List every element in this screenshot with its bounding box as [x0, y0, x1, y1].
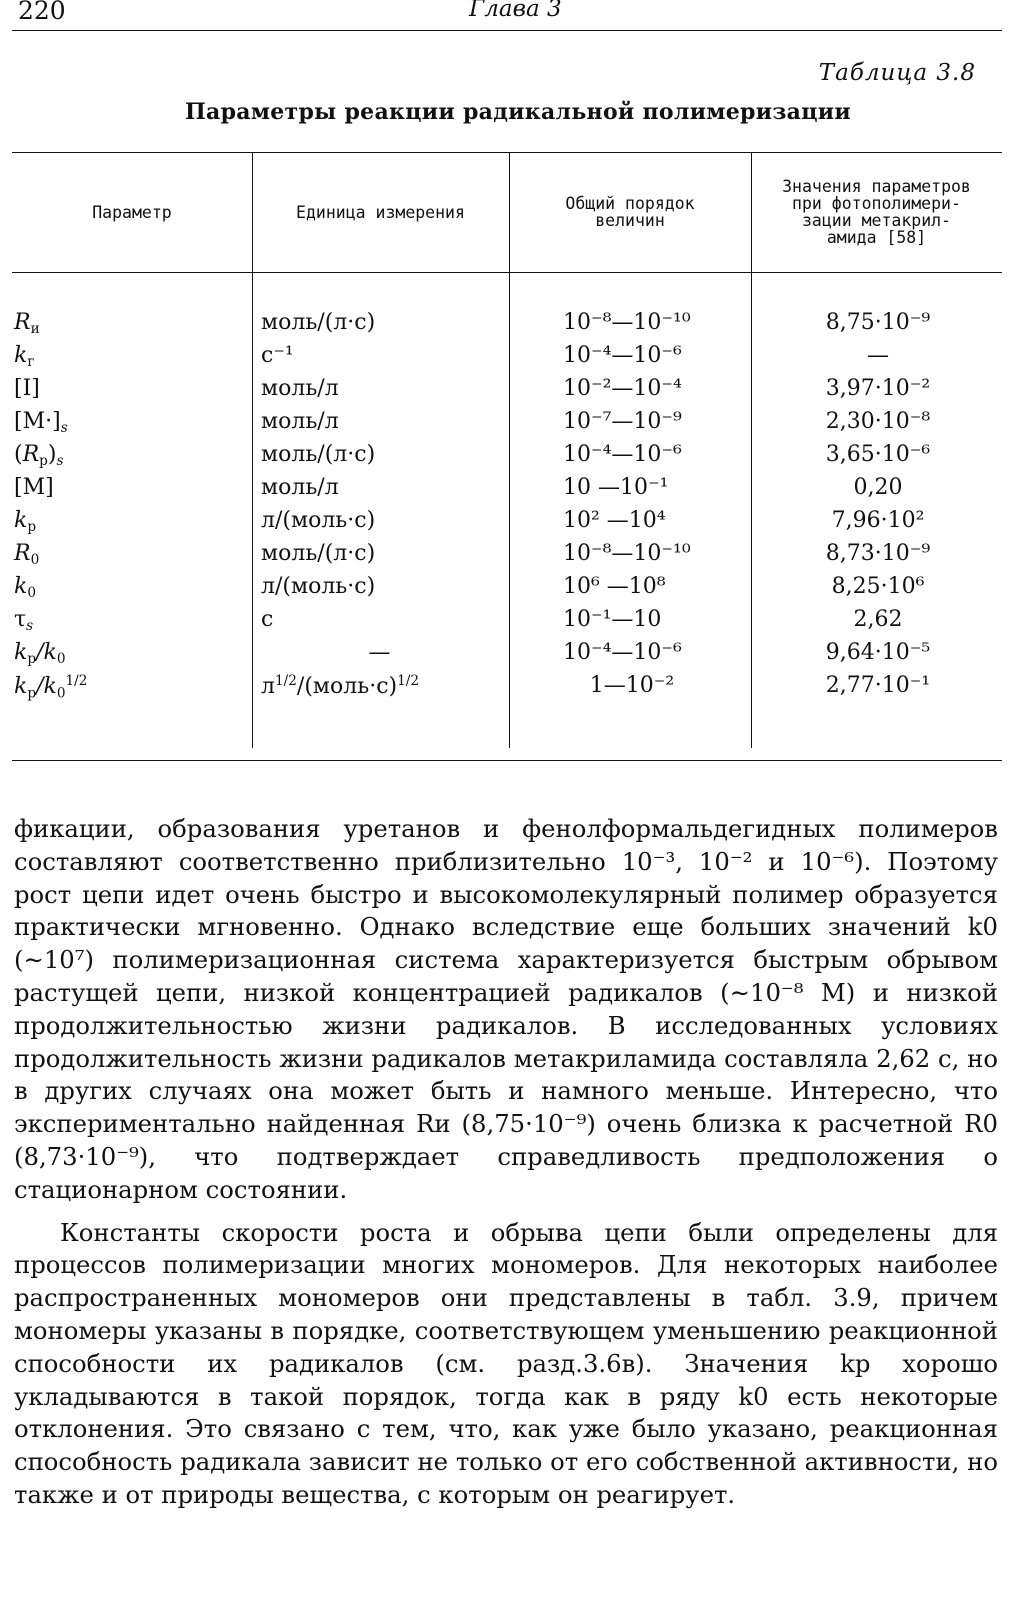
- order-cell: 10 —10⁻¹: [563, 475, 669, 500]
- unit-cell: —: [368, 640, 391, 665]
- unit-cell: моль/(л·с): [261, 310, 376, 335]
- param-cell: $k_г$: [14, 343, 35, 371]
- order-cell: 10⁶ —10⁸: [563, 574, 666, 599]
- order-cell: 10⁻⁴—10⁻⁶: [563, 343, 682, 368]
- page-number: 220: [18, 0, 66, 25]
- unit-cell: $л^{1/2}/(моль\cdot с)^{1/2}$: [261, 673, 420, 700]
- table-row: [12, 640, 1002, 673]
- value-cell: 9,64·10⁻⁵: [825, 640, 931, 665]
- unit-cell: с⁻¹: [261, 343, 294, 368]
- header-order-line: величин: [595, 211, 665, 230]
- table-row: [12, 673, 1002, 706]
- param-cell: $k_p$: [14, 508, 37, 536]
- value-cell: —: [867, 343, 889, 368]
- table-bottom-rule: [12, 760, 1002, 761]
- order-cell: 10⁻⁴—10⁻⁶: [563, 640, 682, 665]
- param-cell: $(R_p)_s$: [14, 442, 64, 470]
- order-cell: 10⁻⁷—10⁻⁹: [563, 409, 682, 434]
- header-order-line: Общий порядок: [565, 194, 695, 213]
- unit-cell: моль/(л·с): [261, 541, 376, 566]
- value-cell: 8,73·10⁻⁹: [825, 541, 931, 566]
- order-cell: 1—10⁻²: [589, 673, 675, 698]
- chapter-title: Глава 3: [469, 0, 562, 22]
- param-cell: $R_и$: [14, 310, 40, 338]
- table-row: [12, 409, 1002, 442]
- value-cell: 2,77·10⁻¹: [825, 673, 931, 698]
- param-cell: $\tau_s$: [14, 607, 34, 635]
- table-row: [12, 310, 1002, 343]
- header-unit: Единица измерения: [296, 202, 465, 222]
- table-row: [12, 442, 1002, 475]
- header-order: [509, 152, 751, 272]
- body-text: [14, 813, 998, 1512]
- value-cell: 2,62: [853, 607, 903, 632]
- param-cell: $[M\cdot]_s$: [14, 409, 68, 437]
- table-row: [12, 607, 1002, 640]
- table-row: [12, 475, 1002, 508]
- table-header-rule: [12, 272, 1002, 273]
- paragraph: [14, 813, 998, 1207]
- header-values-line: Значения параметров: [782, 177, 971, 196]
- table-row: [12, 376, 1002, 409]
- param-cell: $k_p/k_0^{1/2}$: [14, 673, 88, 702]
- table-row: [12, 541, 1002, 574]
- order-cell: 10⁻²—10⁻⁴: [563, 376, 682, 401]
- order-cell: 10² —10⁴: [563, 508, 666, 533]
- unit-cell: моль/л: [261, 409, 339, 434]
- unit-cell: моль/(л·с): [261, 442, 376, 467]
- param-cell: $k_p/k_0$: [14, 640, 66, 668]
- unit-cell: л/(моль·с): [261, 508, 376, 533]
- value-cell: 3,65·10⁻⁶: [825, 442, 931, 467]
- header-values: [751, 152, 1002, 272]
- value-cell: 0,20: [853, 475, 903, 500]
- table-row: [12, 508, 1002, 541]
- table-title: Параметры реакции радикальной полимеризации: [184, 99, 852, 125]
- paragraph-text: фикации, образования уретанов и фенолформальдегидных полимеров составляют соответственно приблизительно 10⁻³, 10⁻² и 10⁻⁶). Поэтому рост цепи идет очень быстро и высокомолекулярный полимер образуется практически мгновенно. Однако вследствие еще больших значений k0 (∼10⁷) полимеризационная система характеризуется быстрым обрывом растущей цепи, низкой концентрацией радикалов (∼10⁻⁸ M) и низкой продолжительностью жизни радикалов. В исследованных условиях продолжительность жизни радикалов метакриламида составляла 2,62 с, но в других случаях она может быть и намного меньше. Интересно, что экспериментально найденная Rи (8,75·10⁻⁹) очень близка к расчетной R0 (8,73·10⁻⁹), что подтверждает справедливость предположения о стационарном состоянии.: [14, 814, 998, 1204]
- header-values-line: при фотополимери-: [792, 194, 961, 213]
- value-cell: 7,96·10²: [831, 508, 925, 533]
- header-param: Параметр: [92, 202, 172, 222]
- header-values-line: амида [58]: [826, 228, 927, 247]
- param-cell: [I]: [14, 376, 40, 401]
- param-cell: [M]: [14, 475, 54, 500]
- running-head: [12, 0, 1002, 31]
- unit-cell: моль/л: [261, 475, 339, 500]
- value-cell: 8,75·10⁻⁹: [825, 310, 931, 335]
- order-cell: 10⁻⁸—10⁻¹⁰: [563, 310, 691, 335]
- order-cell: 10⁻⁸—10⁻¹⁰: [563, 541, 691, 566]
- table-row: [12, 343, 1002, 376]
- table-body: [12, 310, 1002, 706]
- value-cell: 8,25·10⁶: [831, 574, 925, 599]
- param-cell: $R_0$: [14, 541, 40, 569]
- parameters-table: [12, 152, 1002, 762]
- header-values-line: зации метакрил-: [801, 211, 951, 230]
- value-cell: 2,30·10⁻⁸: [825, 409, 931, 434]
- paragraph: [14, 1217, 998, 1512]
- param-cell: $k_0$: [14, 574, 37, 602]
- table-label: Таблица 3.8: [818, 60, 976, 86]
- order-cell: 10⁻¹—10: [563, 607, 662, 632]
- order-cell: 10⁻⁴—10⁻⁶: [563, 442, 682, 467]
- unit-cell: л/(моль·с): [261, 574, 376, 599]
- paragraph-text: Константы скорости роста и обрыва цепи были определены для процессов полимеризации многих мономеров. Для некоторых наиболее распространенных мономеров они представлены в табл. 3.9, причем мономеры указаны в порядке, соответствующем уменьшению реакционной способности их радикалов (см. разд.3.6в). Значения kp хорошо укладываются в такой порядок, тогда как в ряду k0 есть некоторые отклонения. Это связано с тем, что, как уже было указано, реакционная способность радикала зависит не только от его собственной активности, но также и от природы вещества, с которым он реагирует.: [14, 1217, 998, 1509]
- table-row: [12, 574, 1002, 607]
- unit-cell: с: [261, 607, 274, 632]
- unit-cell: моль/л: [261, 376, 339, 401]
- value-cell: 3,97·10⁻²: [825, 376, 931, 401]
